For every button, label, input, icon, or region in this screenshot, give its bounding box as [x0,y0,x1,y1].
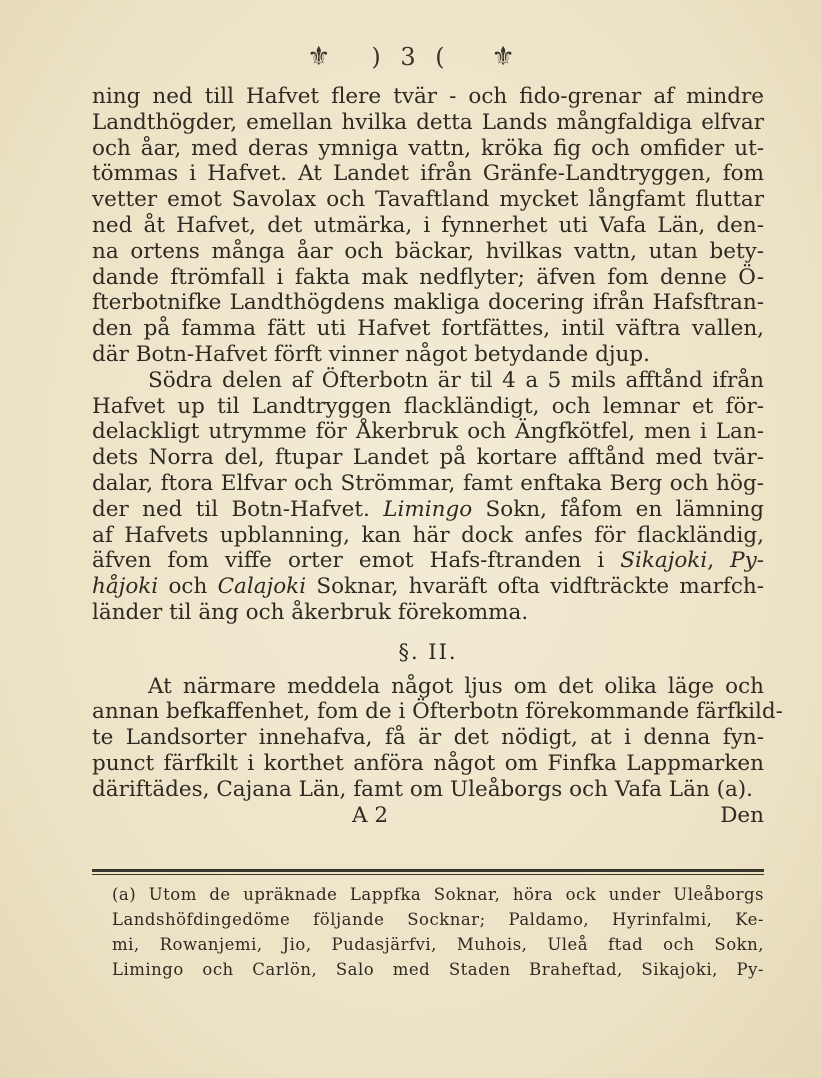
place-name-sikajoki: Sikajoki [620,548,708,574]
text-line: och åar, med deras ymniga vattn, kröka fig och omfider ut- [92,135,764,161]
text-line: däriftädes, Cajana Län, famt om Uleåborgs och Vafa Län (a). [92,776,754,802]
text-line: dalar, ftora Elfvar och Strömmar, famt enftaka Berg och hög- [92,470,764,496]
printer-signature: A 2 [352,802,389,828]
text-line: Södra delen af Öfterbotn är til 4 a 5 mils afftånd ifrån [148,367,764,393]
footnote-line: Landshöfdingedöme följande Socknar; Paldamo, Hyrinfalmi, Ke- [112,910,764,929]
text-line: där Botn-Hafvet förft vinner något betydande djup. [92,341,650,367]
text-line: vetter emot Savolax och Tavaftland mycket långfamt fluttar [92,187,764,213]
footnote-line: mi, Rowanjemi, Jio, Pudasjärfvi, Muhois, Uleå ftad och Sokn, [112,935,764,954]
footnote-rule-thin [92,874,764,875]
text-line: annan befkaffenhet, fom de i Öfterbotn förekommande färfkild- [92,699,783,725]
text-line: af Hafvets upblanning, kan här dock anfes för flackländig, [92,522,764,548]
page-number: ) 3 ( [371,43,451,71]
text-line: dande ftrömfall i fakta mak nedflyter; äfven fom denne Ö- [92,264,764,290]
footnote-rule [92,869,764,872]
text-line [92,548,764,574]
text-run: der ned til Botn-Hafvet. [92,496,370,522]
signature-line [92,803,764,829]
text-line: ning ned till Hafvet flere tvär - och fido-grenar af mindre [92,84,764,109]
footnote-line: (a) Utom de upräknade Lappfka Soknar, höra ock under Uleåborgs [112,885,764,904]
text-run: äfven fom viffe orter emot Hafs-ftranden i [92,548,621,574]
text-line: den på famma fätt uti Hafvet fortfättes, intil väftra vallen, [92,316,764,342]
place-name-pyhajoki-part1: Py- [730,548,764,574]
fleur-de-lis-left-icon: ⚜ [307,42,331,72]
text-line: länder til äng och åkerbruk förekomma. [92,599,529,625]
text-run: Soknar, hvaräft ofta vidfträckte marfch- [306,574,764,600]
text-line: tömmas i Hafvet. At Landet ifrån Gränfe-Landtryggen, fom [92,161,764,187]
text-line: At närmare meddela något ljus om det olika läge och [148,673,764,699]
place-name-pyhajoki-part2: håjoki [92,574,159,600]
text-run: och [158,574,218,600]
section-heading: §. II. [398,639,458,664]
text-line: Hafvet up til Landtryggen flackländigt, och lemnar et för- [92,393,764,419]
footnote [112,882,764,982]
text-run: , [707,548,731,574]
body-text [92,84,783,828]
text-run: Sokn, fåfom en lämning [472,496,764,522]
text-line: na ortens många åar och bäckar, hvilkas vattn, utan bety- [92,238,764,264]
text-line [92,497,764,523]
text-line: dets Norra del, ftupar Landet på kortare afftånd med tvär- [92,445,764,471]
footnote-line: Limingo och Carlön, Salo med Staden Braheftad, Sikajoki, Py- [112,960,764,979]
page-header [0,42,822,72]
place-name-calajoki: Calajoki [217,574,307,600]
text-line: punct färfkilt i korthet anföra något om Finfka Lappmarken [92,750,764,776]
catchword: Den [720,802,764,828]
text-line: te Landsorter innehafva, få är det nödigt, at i denna fyn- [92,725,764,751]
text-line: delackligt utrymme för Åkerbruk och Ängfkötfel, men i Lan- [92,419,764,445]
text-line [92,574,764,600]
fleur-de-lis-right-icon: ⚜ [491,42,515,72]
text-line: ned åt Hafvet, det utmärka, i fynnerhet uti Vafa Län, den- [92,212,764,238]
text-line: Landthögder, emellan hvilka detta Lands mångfaldiga elfvar [92,109,764,135]
text-line: fterbotnifke Landthögdens makliga docering ifrån Hafsftran- [92,290,764,316]
place-name-limingo: Limingo [383,496,473,522]
